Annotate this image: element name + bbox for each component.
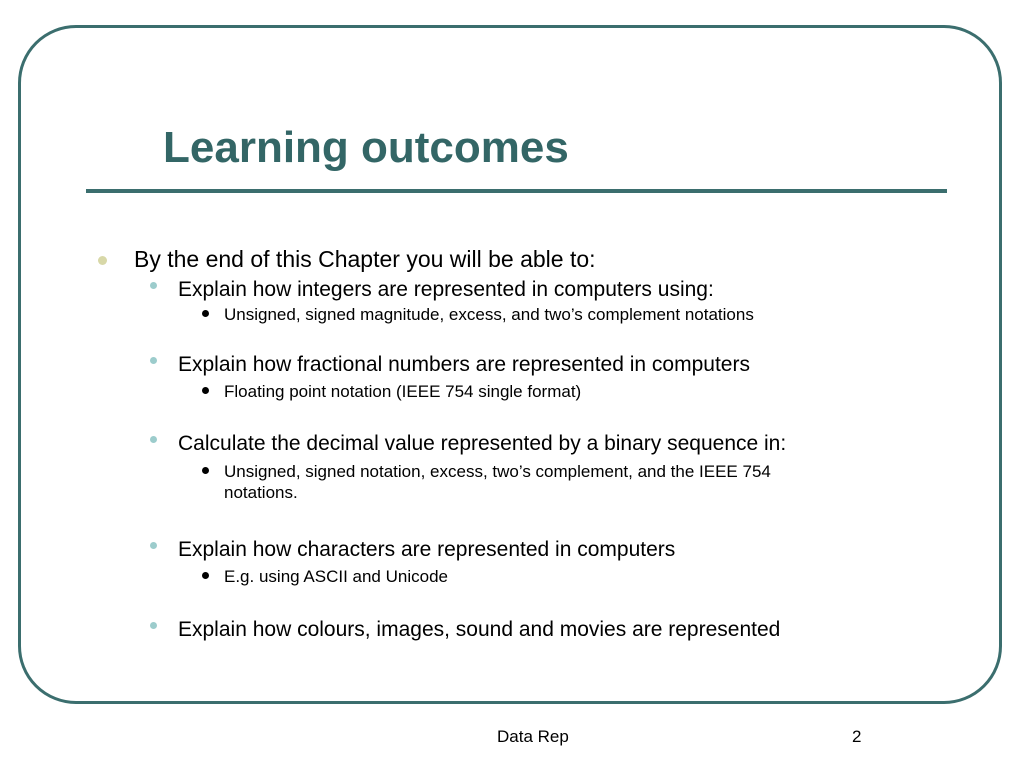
outcome-subitem: Unsigned, signed notation, excess, two’s complement, and the IEEE 754 [224,462,771,481]
bullet-level2-icon [150,357,157,364]
footer-label: Data Rep [497,727,569,746]
bullet-level2-icon [150,282,157,289]
bullet-level3-icon [202,467,209,474]
outcome-subitem: E.g. using ASCII and Unicode [224,567,448,586]
outcome-item: Explain how integers are represented in computers using: [178,278,714,301]
page-number: 2 [852,727,862,746]
outcome-item: Explain how characters are represented in computers [178,538,676,561]
outcome-subitem: Unsigned, signed magnitude, excess, and two’s complement notations [224,305,754,324]
bullet-level2-icon [150,622,157,629]
outcome-item: Calculate the decimal value represented by a binary sequence in: [178,432,787,455]
title-underline [86,189,947,193]
intro-text: By the end of this Chapter you will be able to: [134,246,596,272]
outcome-subitem-continued: notations. [224,483,298,502]
bullet-level2-icon [150,436,157,443]
outcome-subitem: Floating point notation (IEEE 754 single format) [224,382,582,401]
bullet-level1-icon [98,256,107,265]
outcome-item: Explain how colours, images, sound and movies are represented [178,618,781,641]
bullet-level2-icon [150,542,157,549]
bullet-level3-icon [202,387,209,394]
bullet-level3-icon [202,572,209,579]
slide-title: Learning outcomes [163,123,569,172]
outcome-item: Explain how fractional numbers are represented in computers [178,353,750,376]
bullet-level3-icon [202,310,209,317]
